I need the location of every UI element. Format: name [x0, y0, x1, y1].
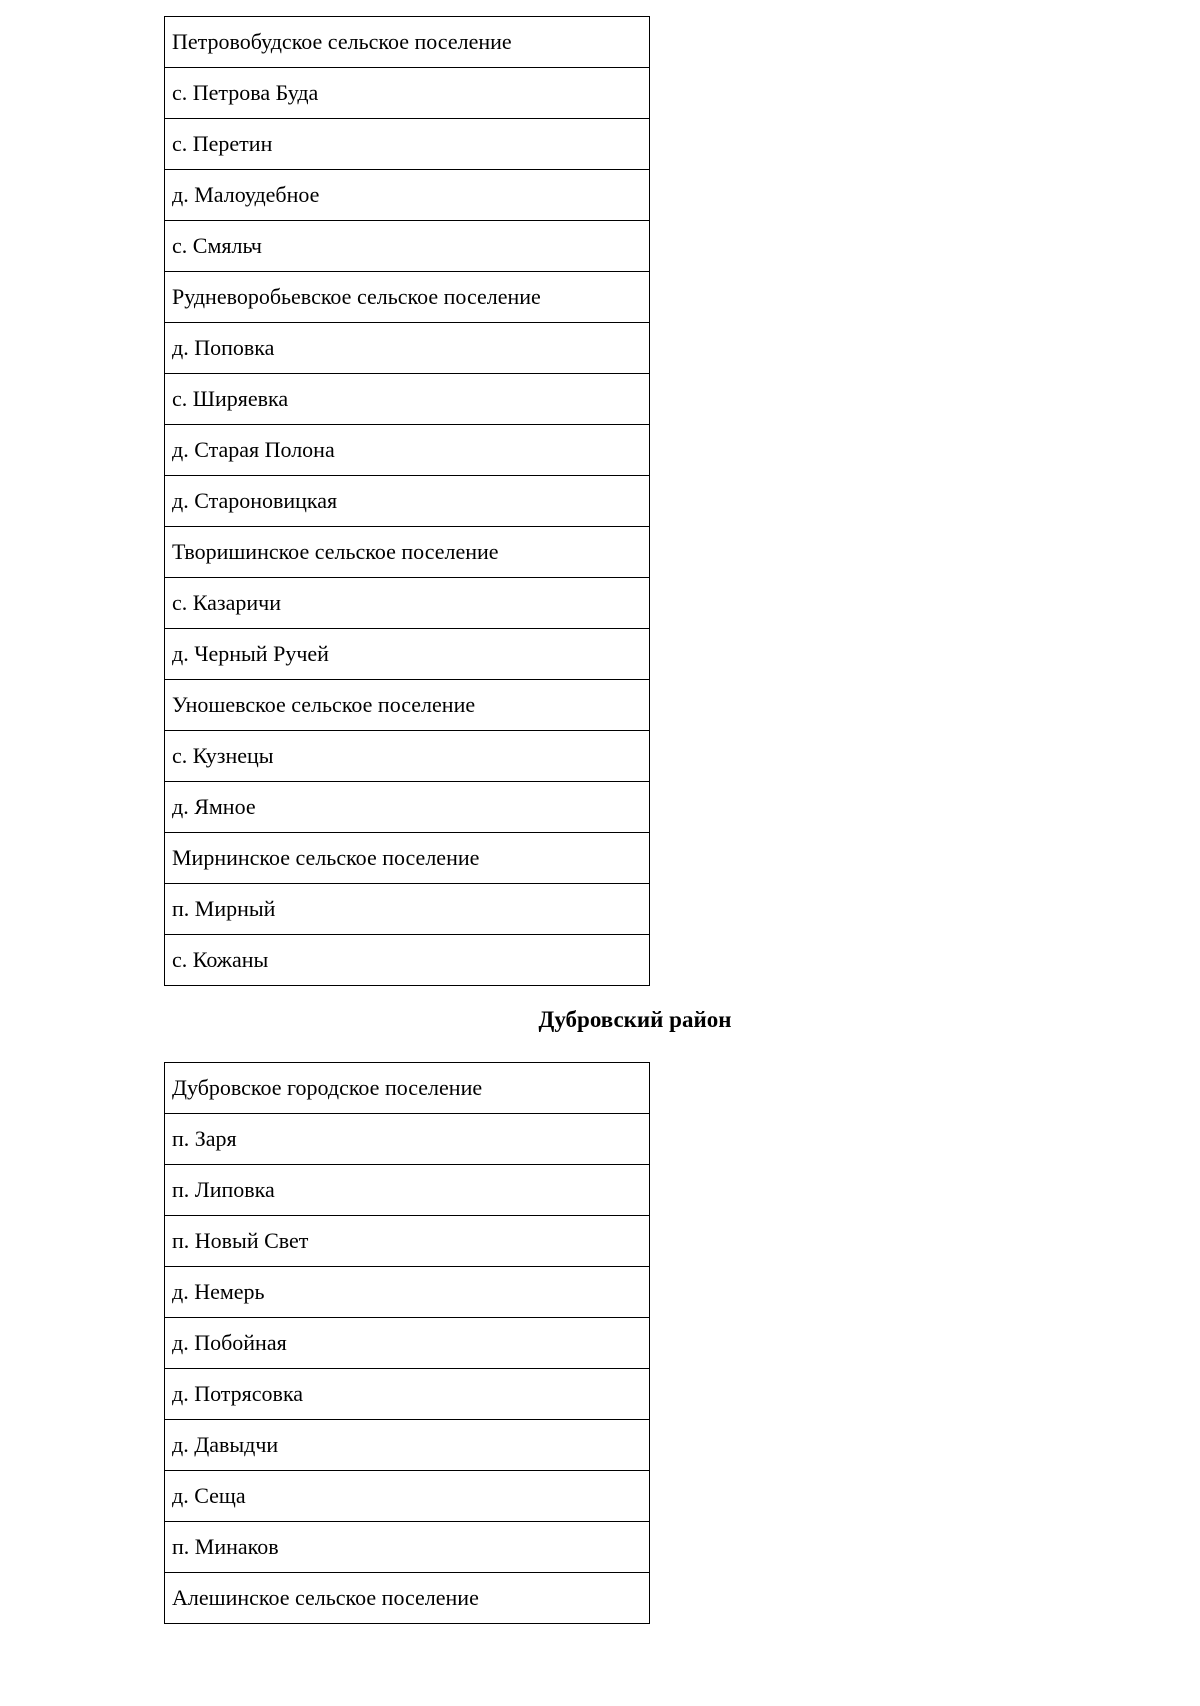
table-cell: с. Перетин [165, 119, 650, 170]
table-row [165, 1267, 650, 1318]
table-row [165, 629, 650, 680]
table-row [165, 221, 650, 272]
table-cell: Творишинское сельское поселение [165, 527, 650, 578]
table-row [165, 1573, 650, 1624]
table-row [165, 833, 650, 884]
table-cell: д. Давыдчи [165, 1420, 650, 1471]
table-row [165, 578, 650, 629]
table-row [165, 476, 650, 527]
table-row [165, 1216, 650, 1267]
table-row [165, 425, 650, 476]
table-cell: д. Старая Полона [165, 425, 650, 476]
table-cell: с. Ширяевка [165, 374, 650, 425]
table-cell: п. Липовка [165, 1165, 650, 1216]
table-row [165, 119, 650, 170]
table-cell: п. Заря [165, 1114, 650, 1165]
table-row [165, 782, 650, 833]
table-row [165, 1165, 650, 1216]
table-cell: с. Кожаны [165, 935, 650, 986]
table-cell: п. Мирный [165, 884, 650, 935]
district-heading: Дубровский район [538, 1007, 732, 1032]
table-row [165, 323, 650, 374]
table-row [165, 680, 650, 731]
table-row [165, 527, 650, 578]
table-cell: с. Казаричи [165, 578, 650, 629]
table-cell: д. Немерь [165, 1267, 650, 1318]
table-row [165, 68, 650, 119]
settlements-table-1 [164, 16, 650, 986]
table-row [165, 1114, 650, 1165]
table-cell: д. Потрясовка [165, 1369, 650, 1420]
table-row [165, 17, 650, 68]
table-cell: Уношевское сельское поселение [165, 680, 650, 731]
table-row [165, 374, 650, 425]
table-row [165, 935, 650, 986]
table-cell: Алешинское сельское поселение [165, 1573, 650, 1624]
table-cell: п. Минаков [165, 1522, 650, 1573]
table-cell: Петровобудское сельское поселение [165, 17, 650, 68]
table-cell: п. Новый Свет [165, 1216, 650, 1267]
settlements-table-1-body [165, 17, 650, 986]
table-row [165, 1471, 650, 1522]
table-cell: Рудневоробьевское сельское поселение [165, 272, 650, 323]
table-cell: с. Кузнецы [165, 731, 650, 782]
table-cell: с. Петрова Буда [165, 68, 650, 119]
table-cell: с. Смяльч [165, 221, 650, 272]
table-cell: д. Ямное [165, 782, 650, 833]
table-cell: Мирнинское сельское поселение [165, 833, 650, 884]
table-row [165, 1318, 650, 1369]
table-cell: д. Побойная [165, 1318, 650, 1369]
table-cell: д. Сеща [165, 1471, 650, 1522]
table-cell: Дубровское городское поселение [165, 1063, 650, 1114]
table-row [165, 1063, 650, 1114]
table-row [165, 731, 650, 782]
table-cell: д. Староновицкая [165, 476, 650, 527]
settlements-table-2-body [165, 1063, 650, 1624]
table-row [165, 1420, 650, 1471]
table-cell: д. Малоудебное [165, 170, 650, 221]
table-row [165, 170, 650, 221]
settlements-table-2 [164, 1062, 650, 1624]
table-cell: д. Поповка [165, 323, 650, 374]
table-row [165, 1522, 650, 1573]
table-row [165, 1369, 650, 1420]
table-row [165, 884, 650, 935]
table-row [165, 272, 650, 323]
table-cell: д. Черный Ручей [165, 629, 650, 680]
